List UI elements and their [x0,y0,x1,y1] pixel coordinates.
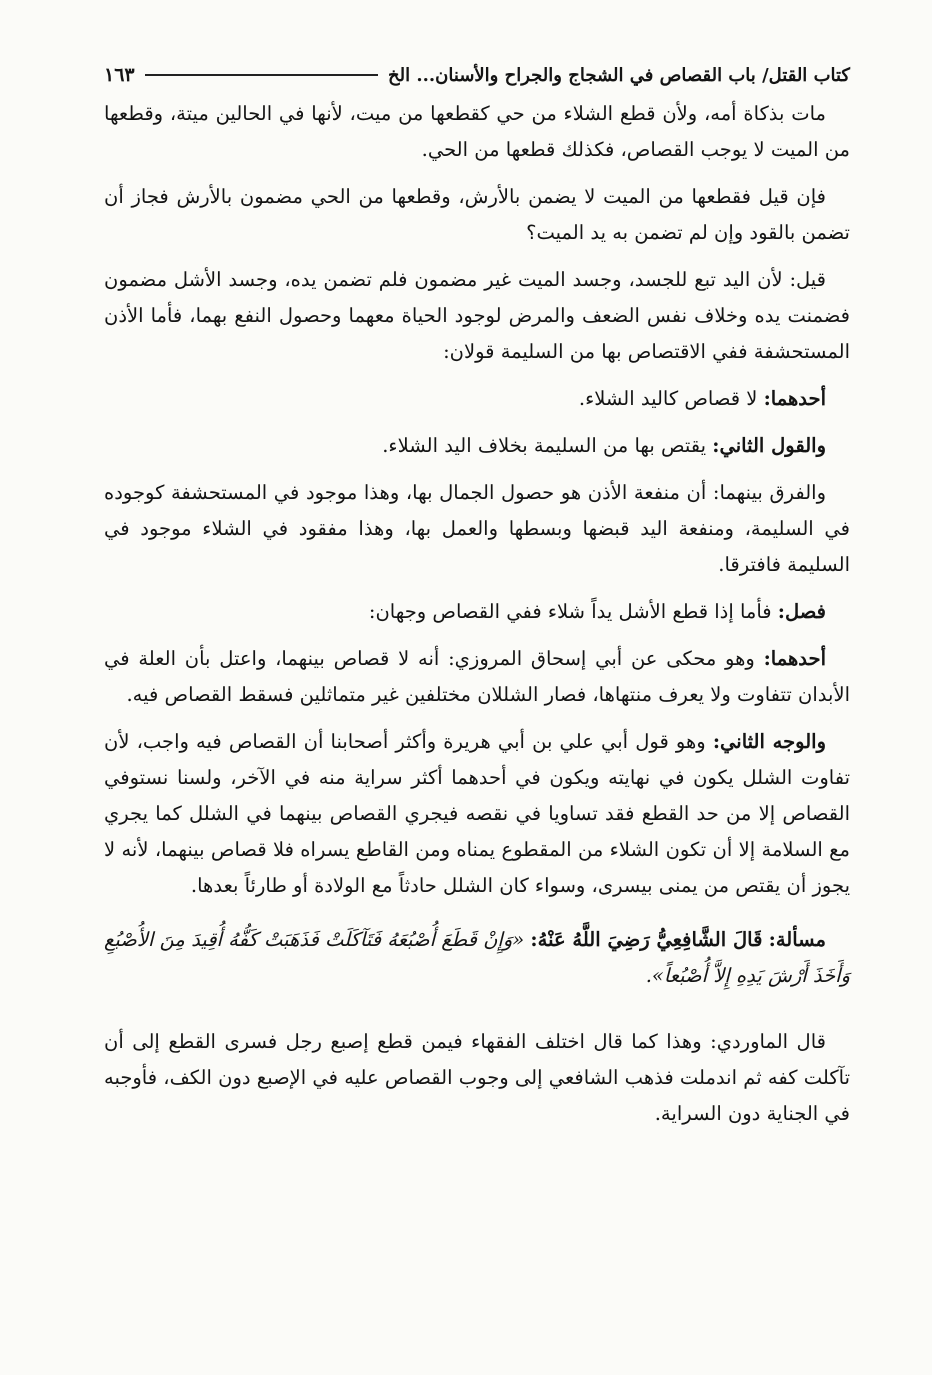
header-title: كتاب القتل/ باب القصاص في الشجاج والجراح والأسنان... الخ [388,64,850,86]
paragraph [104,96,850,168]
paragraph [104,594,850,630]
body-text [104,96,850,1143]
paragraph-text: وهو قول أبي علي بن أبي هريرة وأكثر أصحابنا أن القصاص فيه واجب، لأن تفاوت الشلل يكون في نهايته ويكون في أحدهما أكثر سراية منه في الآخر، ولسنا نستوفي القصاص إلا من حد القطع فقد تساويا في نقصه فيجري القصاص بينهما في الشلل كما يجري مع السلامة إلا أن تكون الشلاء من المقطوع يمناه ومن القاطع يسراه فلا قصاص بينهما، لأنه لا يجوز أن يقتص من يمنى بيسرى، وسواء كان الشلل حادثاً مع الولادة أو طارئاً بعدها. [104,730,850,897]
paragraph-lead: والقول الثاني: [712,434,826,457]
paragraph [104,381,850,417]
paragraph-lead: فصل: [777,600,826,623]
paragraph-text: فإن قيل فقطعها من الميت لا يضمن بالأرش، وقطعها من الحي مضمون بالأرش فجاز أن تضمن بالقود وإن لم تضمن به يد الميت؟ [104,185,850,244]
paragraph [104,724,850,904]
paragraph-text: يقتص بها من السليمة بخلاف اليد الشلاء. [382,434,707,457]
paragraph-text: مات بذكاة أمه، ولأن قطع الشلاء من حي كقطعها من ميت، لأنها في الحالين ميتة، وقطعها من الميت لا يوجب القصاص، فكذلك قطعها من الحي. [104,102,850,161]
paragraph [104,179,850,251]
paragraph-text: لا قصاص كاليد الشلاء. [578,387,758,410]
header-rule [145,74,378,76]
paragraph-text: وهو محكى عن أبي إسحاق المروزي: أنه لا قصاص بينهما، واعتل بأن العلة في الأبدان تتفاوت ولا يعرف منتهاها، فصار الشللان مختلفين غير متماثلين فسقط القصاص فيه. [104,647,850,706]
paragraph-lead: والوجه الثاني: [712,730,826,753]
masala-quote: «وَإِنْ قَطَعَ أُصْبُعَهُ فَتَآكَلَتْ فَذَهَبَتْ كَفُّهُ أُقِيدَ مِنَ الأُصْبُعِ وَأَخَذَ أَرْشَ يَدِهِ إِلاَّ أُصْبُعاً». [104,928,850,987]
paragraph-text: والفرق بينهما: أن منفعة الأذن هو حصول الجمال بها، وهذا موجود في المستحشفة كوجوده في السليمة، ومنفعة اليد قبضها وبسطها والعمل بها، وهذا مفقود في الشلاء موجود في السليمة فافترقا. [104,481,850,576]
paragraph [104,262,850,370]
paragraph-text: فأما إذا قطع الأشل يداً شلاء ففي القصاص وجهان: [368,600,772,623]
paragraph [104,475,850,583]
running-header [104,58,850,92]
paragraph-text: قيل: لأن اليد تبع للجسد، وجسد الميت غير مضمون فلم تضمن يده، وجسد الأشل مضمون فضمنت يده وخلاف نفس الضعف والمرض لوجود الحياة معهما وحصول النفع بهما، فأما الأذن المستحشفة ففي الاقتصاص بها من السليمة قولان: [104,268,850,363]
paragraph [104,641,850,713]
paragraph-lead: أحدهما: [763,647,826,670]
masala-paragraph [104,922,850,994]
closing-paragraph [104,1024,850,1132]
masala-intro: قَالَ الشَّافِعِيُّ رَضِيَ اللَّهُ عَنْهُ: [530,928,763,951]
paragraph [104,428,850,464]
page-number: ١٦٣ [104,64,135,86]
paragraph-text: قال الماوردي: وهذا كما قال اختلف الفقهاء فيمن قطع إصبع رجل فسرى القطع إلى أن تآكلت كفه ثم اندملت فذهب الشافعي إلى وجوب القصاص عليه في الإصبع دون الكف، فأوجبه في الجناية دون السراية. [104,1030,850,1125]
masala-lead: مسألة: [768,928,827,951]
paragraph-lead: أحدهما: [763,387,826,410]
